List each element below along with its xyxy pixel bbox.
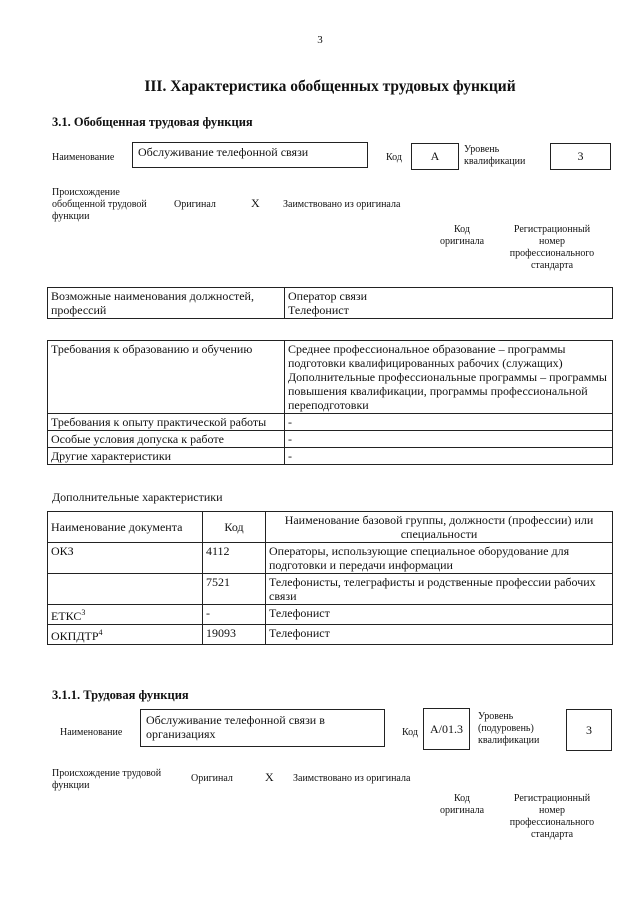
doc-text: ОКПДТР bbox=[51, 629, 99, 643]
gtf-name-field bbox=[132, 142, 368, 168]
tf-borrowed-label: Заимствовано из оригинала bbox=[293, 773, 411, 784]
tf-level-field bbox=[566, 709, 612, 751]
req-label: Требования к образованию и обучению bbox=[48, 341, 285, 414]
positions-label: Возможные наименования должностей, профессий bbox=[48, 288, 285, 319]
req-label: Особые условия допуска к работе bbox=[48, 431, 285, 448]
gtf-code-value: А bbox=[430, 149, 440, 163]
gtf-heading: 3.1. Обобщенная трудовая функция bbox=[52, 115, 253, 129]
req-label: Другие характеристики bbox=[48, 448, 285, 465]
row-name: Телефонист bbox=[266, 625, 613, 645]
header-name: Наименование базовой группы, должности (профессии) или специальности bbox=[266, 512, 613, 543]
requirement-row bbox=[48, 341, 613, 414]
doc-text: ОКЗ bbox=[51, 544, 74, 558]
row-doc bbox=[48, 543, 203, 574]
gtf-code-field bbox=[411, 143, 459, 170]
req-value-line: Среднее профессиональное образование – программы подготовки квалифицированных рабочих (служащих) bbox=[288, 342, 566, 370]
section-title: III. Характеристика обобщенных трудовых функций bbox=[144, 78, 516, 95]
positions-row bbox=[48, 288, 613, 319]
page-number: 3 bbox=[317, 34, 323, 46]
req-value: - bbox=[285, 431, 613, 448]
doc-text: ЕТКС bbox=[51, 609, 82, 623]
footnote-ref: 4 bbox=[98, 628, 103, 637]
gtf-borrowed-label: Заимствовано из оригинала bbox=[283, 199, 401, 210]
requirements-table bbox=[47, 340, 613, 465]
req-value bbox=[285, 341, 613, 414]
requirement-row bbox=[48, 448, 613, 465]
row-doc bbox=[48, 625, 203, 645]
positions-values bbox=[285, 288, 613, 319]
gtf-reg-num-label: Регистрационный номер профессионального стандарта bbox=[509, 224, 595, 271]
row-code: 19093 bbox=[203, 625, 266, 645]
row-doc bbox=[48, 574, 203, 605]
tf-name-label: Наименование bbox=[60, 727, 123, 738]
row-code: - bbox=[203, 605, 266, 625]
gtf-level-label: Уровень квалификации bbox=[464, 144, 526, 167]
tf-code-label: Код bbox=[402, 727, 418, 738]
tf-level-label: Уровень (подуровень) квалификации bbox=[478, 711, 540, 746]
tf-origin-label: Происхождение трудовой функции bbox=[52, 768, 162, 791]
additional-row bbox=[48, 625, 613, 645]
additional-row bbox=[48, 543, 613, 574]
row-code: 4112 bbox=[203, 543, 266, 574]
position-item: Оператор связи bbox=[288, 289, 368, 303]
gtf-code-label: Код bbox=[386, 152, 402, 163]
positions-table bbox=[47, 287, 613, 319]
tf-name-value: Обслуживание телефонной связи в организациях bbox=[146, 713, 325, 741]
row-doc bbox=[48, 605, 203, 625]
req-value: - bbox=[285, 448, 613, 465]
gtf-name-label: Наименование bbox=[52, 152, 115, 163]
tf-code-field bbox=[423, 708, 470, 750]
tf-heading: 3.1.1. Трудовая функция bbox=[52, 688, 189, 702]
tf-code-value: A/01.3 bbox=[430, 722, 463, 736]
footnote-ref: 3 bbox=[81, 608, 86, 617]
row-code: 7521 bbox=[203, 574, 266, 605]
row-name: Телефонист bbox=[266, 605, 613, 625]
gtf-original-label: Оригинал bbox=[174, 199, 216, 210]
header-code: Код bbox=[203, 512, 266, 543]
req-value-line: Дополнительные профессиональные программы – программы повышения квалификации, программы профессиональной переподготовки bbox=[288, 370, 607, 412]
gtf-level-value: 3 bbox=[577, 149, 584, 163]
tf-original-label: Оригинал bbox=[191, 773, 233, 784]
req-value: - bbox=[285, 414, 613, 431]
req-label: Требования к опыту практической работы bbox=[48, 414, 285, 431]
position-item: Телефонист bbox=[288, 303, 349, 317]
header-doc: Наименование документа bbox=[48, 512, 203, 543]
additional-row bbox=[48, 574, 613, 605]
tf-level-value: 3 bbox=[586, 723, 592, 737]
additional-table bbox=[47, 511, 613, 645]
tf-reg-num-label: Регистрационный номер профессионального стандарта bbox=[509, 793, 595, 840]
tf-name-field bbox=[140, 709, 385, 747]
tf-original-mark: X bbox=[265, 770, 274, 784]
gtf-orig-code-label: Код оригинала bbox=[439, 224, 485, 247]
additional-row bbox=[48, 605, 613, 625]
tf-orig-code-label: Код оригинала bbox=[439, 793, 485, 816]
gtf-origin-label: Происхождение обобщенной трудовой функции bbox=[52, 187, 147, 222]
gtf-name-value: Обслуживание телефонной связи bbox=[138, 145, 309, 159]
gtf-original-mark: X bbox=[251, 196, 260, 210]
additional-header-row bbox=[48, 512, 613, 543]
requirement-row bbox=[48, 414, 613, 431]
requirement-row bbox=[48, 431, 613, 448]
row-name: Телефонисты, телеграфисты и родственные профессии рабочих связи bbox=[266, 574, 613, 605]
row-name: Операторы, использующие специальное оборудование для подготовки и передачи информации bbox=[266, 543, 613, 574]
gtf-level-field bbox=[550, 143, 611, 170]
additional-title: Дополнительные характеристики bbox=[52, 490, 223, 504]
